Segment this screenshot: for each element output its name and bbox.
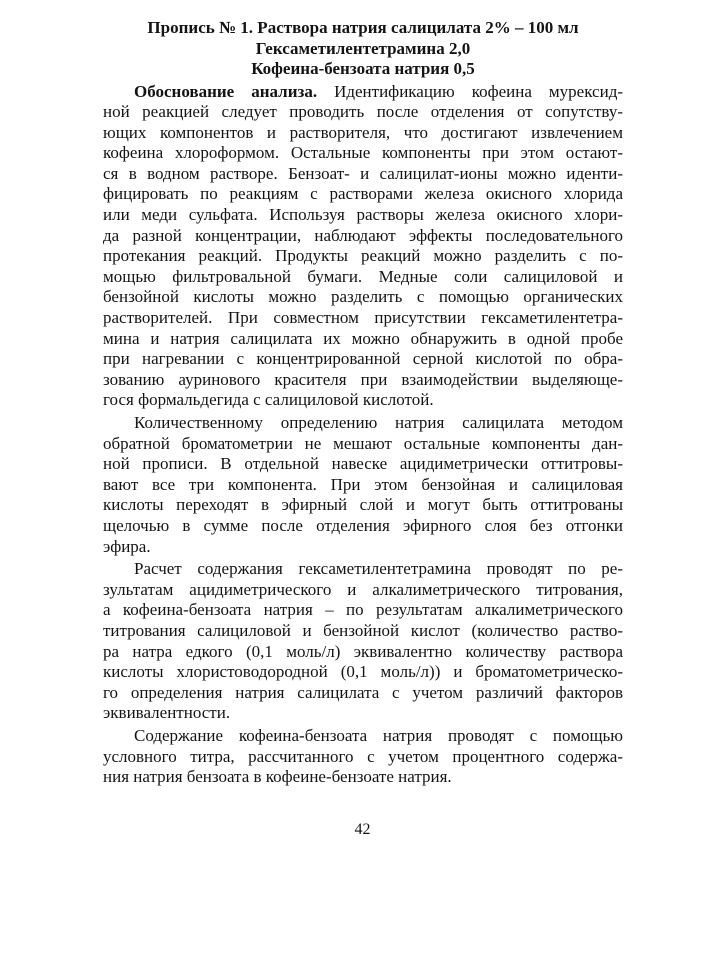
paragraph-line: да разной концентрации, наблюдают эффекты последовательного <box>103 225 623 245</box>
paragraph-line: эквивалентности. <box>103 703 231 723</box>
paragraph-line: ной реакцией следует проводить после отделения от сопутству- <box>103 102 623 122</box>
paragraph-line: вают все три компонента. При этом бензойная и салициловая <box>103 474 623 494</box>
paragraph-analysis-rationale <box>103 82 623 412</box>
line-text: Идентификацию кофеина мурексид- <box>317 81 624 101</box>
paragraph-line: фицировать по реакциям с растворами железа окисного хлорида <box>103 184 623 204</box>
paragraph-line <box>103 82 623 103</box>
paragraph-line: ной прописи. В отдельной навеске ацидиметрически оттитровы- <box>103 454 623 474</box>
paragraph-line: или меди сульфата. Используя растворы железа окисного хлори- <box>103 205 623 225</box>
paragraph-line: Расчет содержания гексаметилентетрамина проводят по ре- <box>134 559 623 579</box>
paragraph-line: при нагревании с концентрированной серной кислотой по обра- <box>103 349 623 369</box>
paragraph-line: кофеина хлороформом. Остальные компоненты при этом остают- <box>103 143 623 163</box>
document-page <box>103 18 623 788</box>
paragraph-quantitative <box>103 413 623 557</box>
title-line-3: Кофеина-бензоата натрия 0,5 <box>251 59 475 78</box>
paragraph-line: бензойной кислоты можно разделить с помощью органических <box>103 287 623 307</box>
paragraph-line: мина и натрия салицилата их можно обнаружить в одной пробе <box>103 328 623 348</box>
paragraph-line: ся в водном растворе. Бензоат- и салицилат-ионы можно иденти- <box>103 163 623 183</box>
paragraph-line: ющих компонентов и растворителя, что достигают извлечением <box>103 122 623 142</box>
paragraph-line: зультатам ацидиметрического и алкалиметрического титрования, <box>103 579 623 599</box>
paragraph-line: ния натрия бензоата в кофеине-бензоате натрия. <box>103 767 452 787</box>
paragraph-calculation <box>103 559 623 724</box>
paragraph-line: условного титра, рассчитанного с учетом процентного содержа- <box>103 746 623 766</box>
paragraph-line: титрования салициловой и бензойной кислот (количество раство- <box>103 620 623 640</box>
title-line-1: Пропись № 1. Раствора натрия салицилата 2% – 100 мл <box>147 18 579 37</box>
paragraph-line: Содержание кофеина-бензоата натрия проводят с помощью <box>134 725 623 745</box>
paragraph-line: зованию ауринового красителя при взаимодействии выделяюще- <box>103 369 623 389</box>
paragraph-line: а кофеина-бензоата натрия – по результатам алкалиметрического <box>103 600 623 620</box>
paragraph-line: растворителей. При совместном присутствии гексаметилентетра- <box>103 308 623 328</box>
paragraph-line: го определения натрия салицилата с учетом различий факторов <box>103 682 623 702</box>
prescription-title <box>103 18 623 80</box>
paragraph-line: кислоты хлористоводородной (0,1 моль/л)) и броматометрическо- <box>103 662 623 682</box>
paragraph-line: ра натра едкого (0,1 моль/л) эквивалентно количеству раствора <box>103 641 623 661</box>
paragraph-line: щелочью в сумме после отделения эфирного слоя без отгонки <box>103 515 623 535</box>
paragraph-line: кислоты переходят в эфирный слой и могут быть оттитрованы <box>103 495 623 515</box>
paragraph-line: гося формальдегида с салициловой кислотой. <box>103 390 434 410</box>
paragraph-line: эфира. <box>103 536 151 556</box>
paragraph-caffeine-content <box>103 726 623 788</box>
paragraph-line: мощью фильтровальной бумаги. Медные соли салициловой и <box>103 266 623 286</box>
paragraph-line: протекания реакций. Продукты реакций можно разделить с по- <box>103 246 623 266</box>
title-line-2: Гексаметилентетрамина 2,0 <box>255 38 471 58</box>
section-lead: Обоснование анализа. <box>134 81 318 101</box>
paragraph-line: обратной броматометрии не мешают остальные компоненты дан- <box>103 433 623 453</box>
paragraph-line: Количественному определению натрия салицилата методом <box>134 413 623 432</box>
page-number: 42 <box>354 821 371 838</box>
